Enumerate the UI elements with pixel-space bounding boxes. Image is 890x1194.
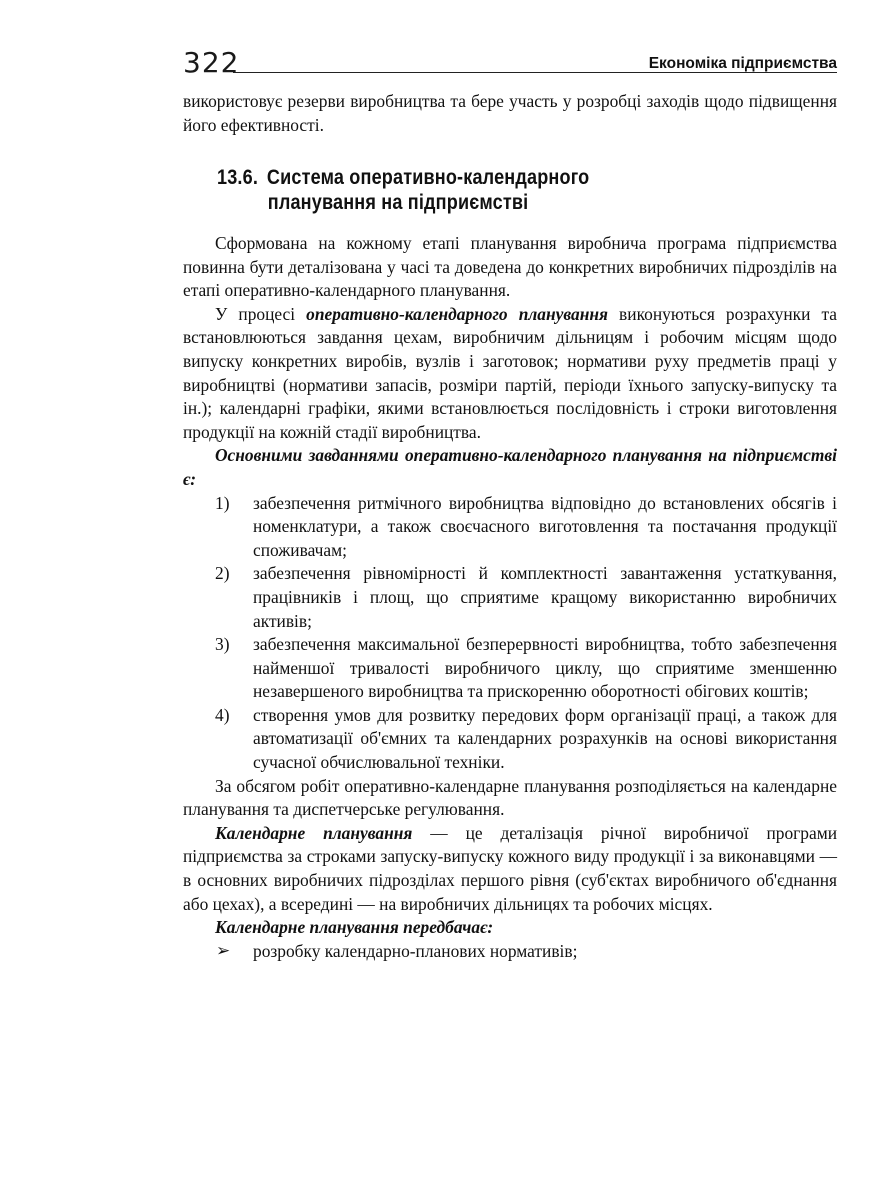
intro-continuation-paragraph: використовує резерви виробництва та бере участь у розробці заходів щодо підвищення його ефективності. (183, 91, 837, 135)
list-item (183, 633, 837, 704)
list-item (183, 704, 837, 775)
list-item-marker: 1) (215, 492, 230, 513)
term-calendar-planning: Календарне планування (215, 822, 413, 843)
list-item-text: створення умов для розвитку передових форм організації праці, а також для автоматизації об'ємних та календарних розрахунків на основі використання сучасної обчислювальної техніки. (253, 704, 837, 773)
header-rule (233, 72, 837, 73)
tasks-list (183, 492, 837, 775)
paragraph-2 (183, 303, 837, 445)
list-item-text: забезпечення ритмічного виробництва відповідно до встановлених обсягів і номенклатури, а також своєчасного виготовлення та постачання продукції споживачам; (253, 492, 837, 560)
running-header (183, 48, 837, 84)
arrowhead-bullet-icon: ➢ (216, 940, 231, 961)
includes-list (183, 940, 837, 964)
list-item (183, 940, 837, 964)
list-item-text: забезпечення максимальної безперервності виробництва, тобто забезпечення найменшої тривалості виробничого циклу, що сприятиме зменшенню незавершеного виробництва та прискоренню оборотності обігових коштів; (253, 634, 837, 702)
list-item-text: забезпечення рівномірності й комплектності завантаження устаткування, працівників і площ, що сприятиме кращому використанню виробничих активів; (253, 563, 837, 631)
tasks-heading: Основними завданнями оперативно-календарного планування на підприємстві є: (183, 445, 837, 489)
intro-continuation-block (183, 90, 837, 137)
paragraph-1: Сформована на кожному етапі планування виробнича програма підприємства повинна бути деталізована у часі та доведена до конкретних виробничих підрозділів на етапі оперативно-календарного планування. (183, 233, 837, 301)
includes-heading: Календарне планування передбачає: (215, 917, 494, 938)
paragraph-3: За обсягом робіт оперативно-календарне планування розподіляється на календарне планування та диспетчерське регулювання. (183, 775, 837, 820)
paragraph-4-rest: — це деталізація річної виробничої програми підприємства за строками запуску-випуску кожного виду продукції і за виконавцями — в основних виробничих підрозділах першого рівня (суб'єктах виробничого об'єднання або цехах), а всередині — на виробничих дільницях та робочих місцях. (183, 822, 838, 914)
list-item (183, 562, 837, 633)
section-heading (217, 165, 589, 215)
term-operational-planning: оперативно-календарного планування (306, 303, 608, 324)
list-item-marker: 4) (215, 704, 230, 725)
section-title-line1: Система оперативно-календарного (266, 166, 590, 189)
paragraph-2-prefix: У процесі (215, 303, 307, 324)
paragraph-2-rest: виконуються розрахунки та встановлюються завдання цехам, виробничим дільницям і робочим місцям щодо випуску конкретних виробів, вузлів і заготовок; нормативи руху предметів праці у виробництві (нормативи запасів, розміри партій, періоди їхнього запуску-випуску та ін.); календарні графіки, якими встановлюється послідовність і строки виготовлення продукції на кожній стадії виробництва. (183, 303, 837, 442)
list-item-text: розробку календарно-планових нормативів; (253, 940, 578, 961)
paragraph-4 (183, 822, 837, 916)
section-title-line2: планування на підприємстві (267, 191, 529, 214)
list-item-marker: 3) (215, 634, 230, 655)
page-number: 322 (183, 46, 240, 79)
list-item (183, 492, 837, 563)
section-body (183, 232, 837, 963)
section-number: 13.6. (217, 166, 259, 189)
list-item-marker: 2) (215, 563, 230, 584)
running-title: Економіка підприємства (641, 56, 837, 72)
